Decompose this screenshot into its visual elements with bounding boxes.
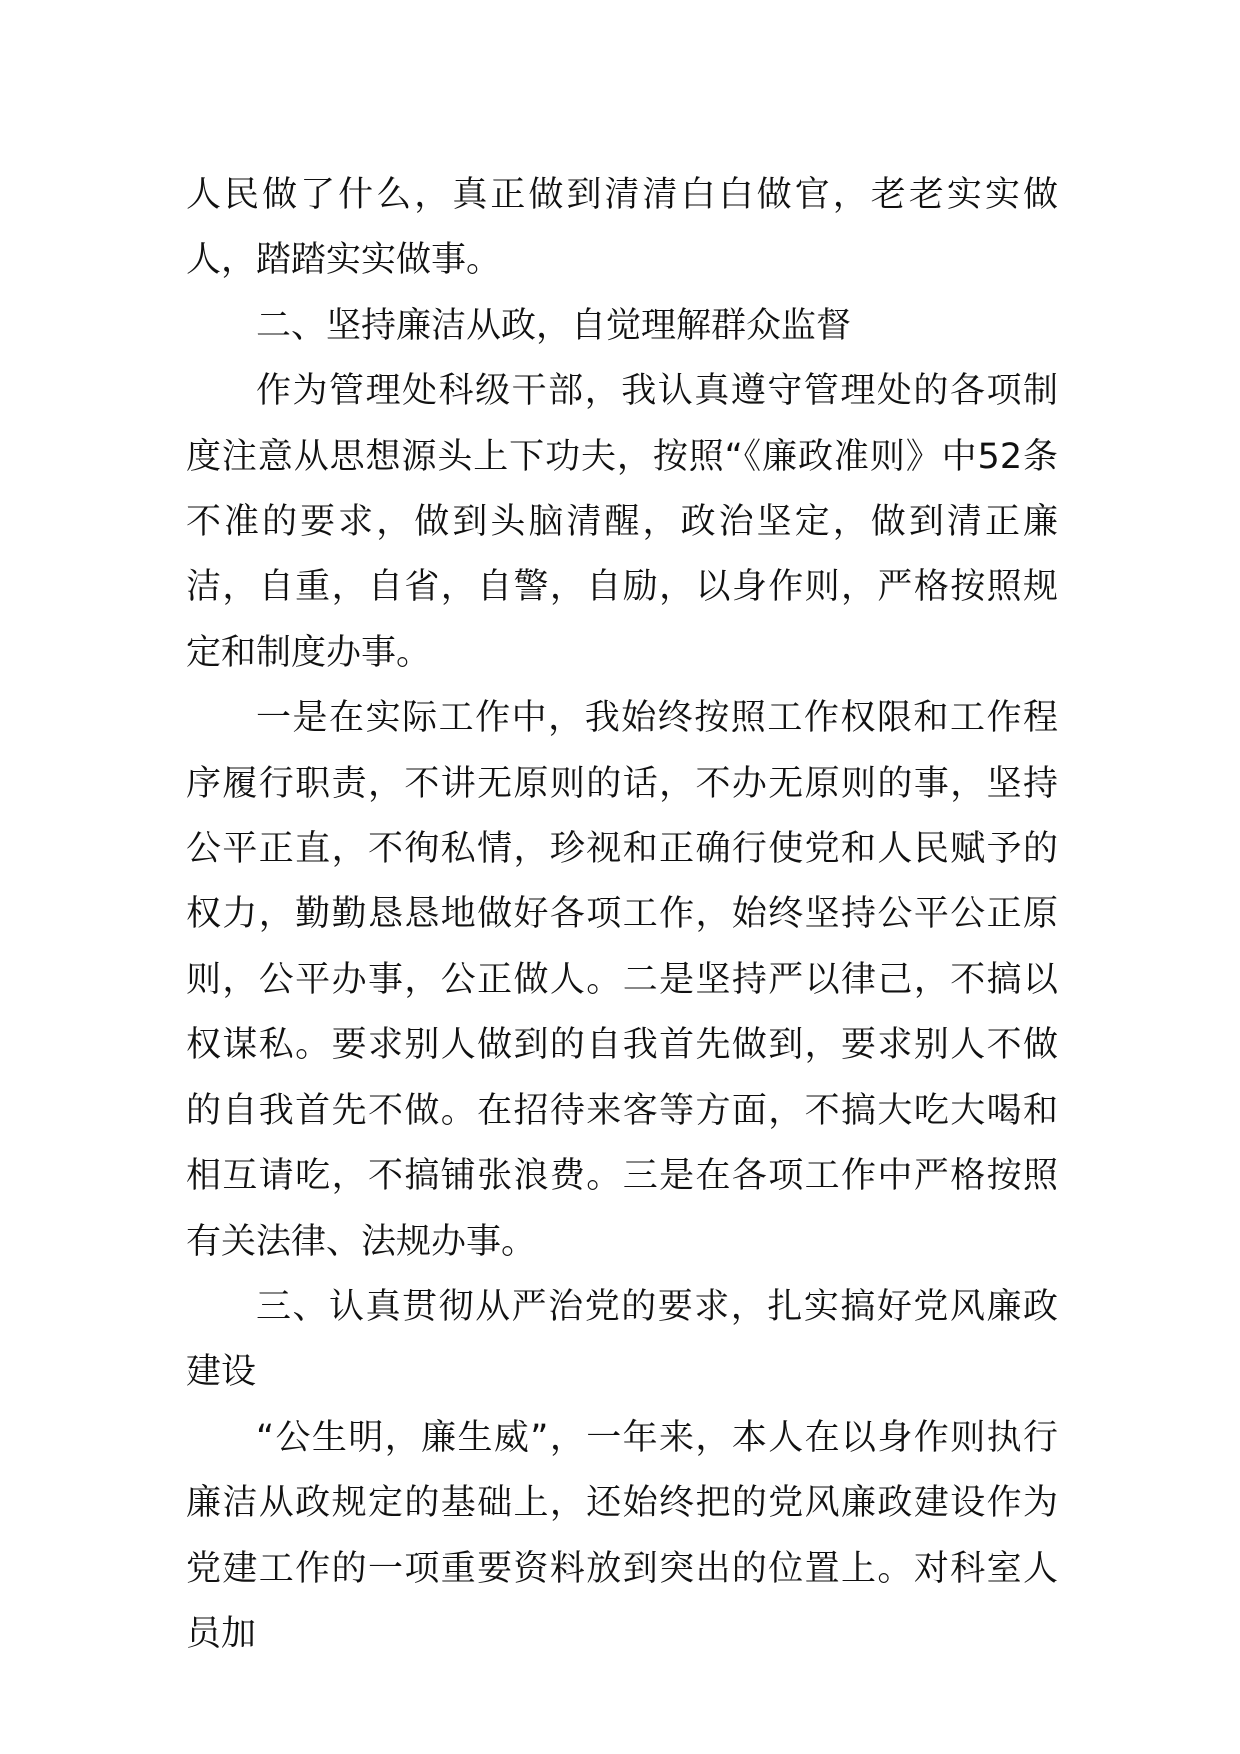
section-heading-2: 二、坚持廉洁从政，自觉理解群众监督 <box>256 305 852 346</box>
paragraph-continuation: 人民做了什么，真正做到清清白白做官，老老实实做人，踏踏实实做事。 <box>186 175 1058 281</box>
paragraph-party-conduct: “公生明，廉生威”，一年来，本人在以身作则执行廉洁从政规定的基础上，还始终把的党风廉政建设作为党建工作的一项重要资料放到突出的位置上。对科室人员加 <box>186 1417 1058 1654</box>
section-heading-3: 三、认真贯彻从严治党的要求，扎实搞好党风廉政建设 <box>186 1286 1058 1393</box>
document-body <box>186 163 1058 1667</box>
paragraph-discipline: 作为管理处科级干部，我认真遵守管理处的各项制度注意从思想源头上下功夫，按照“《廉政准则》中52条不准的要求，做到头脑清醒，政治坚定，做到清正廉洁，自重，自省，自警，自励，以身作则，严格按照规定和制度办事。 <box>186 371 1058 673</box>
paragraph-practice: 一是在实际工作中，我始终按照工作权限和工作程序履行职责，不讲无原则的话，不办无原则的事，坚持公平正直，不徇私情，珍视和正确行使党和人民赋予的权力，勤勤恳恳地做好各项工作，始终坚持公平公正原则，公平办事，公正做人。二是坚持严以律己，不搞以权谋私。要求别人做到的自我首先做到，要求别人不做的自我首先不做。在招待来客等方面，不搞大吃大喝和相互请吃，不搞铺张浪费。三是在各项工作中严格按照有关法律、法规办事。 <box>186 698 1058 1262</box>
